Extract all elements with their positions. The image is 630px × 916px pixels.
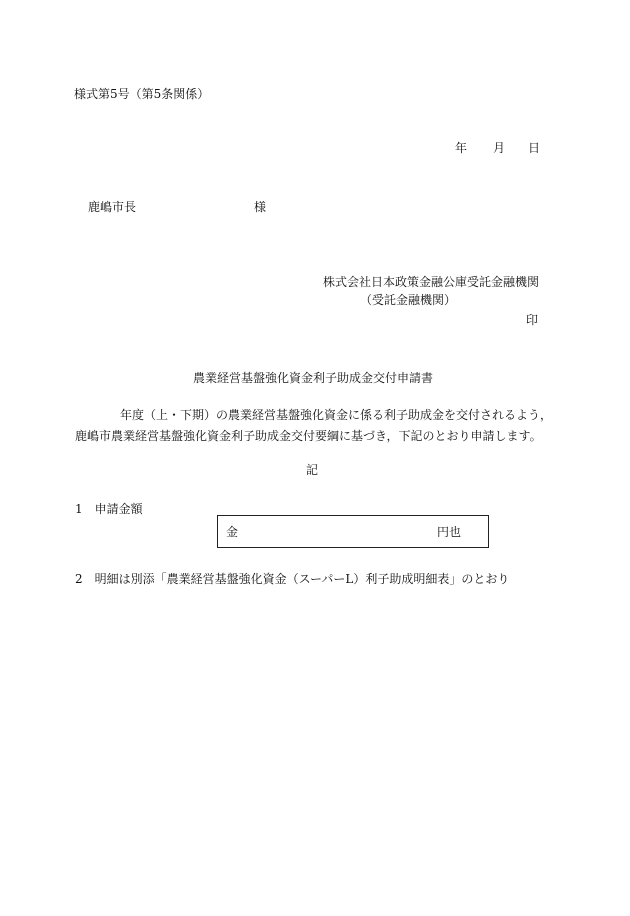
document-title: 農業経営基盤強化資金利子助成金交付申請書	[193, 371, 434, 385]
amount-box	[217, 515, 489, 548]
item-1-label: 1 申請金額	[75, 502, 143, 516]
form-number: 様式第5号（第5条関係）	[74, 87, 210, 101]
addressee-honorific: 様	[254, 200, 267, 214]
applicant-organization: 株式会社日本政策金融公庫受託金融機関	[323, 275, 540, 289]
amount-suffix: 円也	[436, 525, 461, 539]
addressee-name: 鹿嶋市長	[88, 200, 137, 214]
seal-mark: 印	[526, 313, 539, 327]
date-year: 年	[455, 141, 468, 155]
ki-heading: 記	[306, 463, 319, 477]
date-line	[455, 140, 540, 156]
applicant-suborganization: （受託金融機関）	[360, 293, 457, 307]
item-2-label: 2 明細は別添「農業経営基盤強化資金（スーパーL）利子助成明細表」のとおり	[75, 572, 510, 586]
date-month: 月	[493, 141, 506, 155]
date-day: 日	[528, 141, 541, 155]
amount-prefix: 金	[226, 525, 239, 539]
body-text-line-2: 鹿嶋市農業経営基盤強化資金利子助成金交付要綱に基づき，下記のとおり申請します。	[75, 429, 542, 443]
body-text-line-1: 年度（上・下期）の農業経営基盤強化資金に係る利子助成金を交付されるよう，	[120, 408, 553, 422]
